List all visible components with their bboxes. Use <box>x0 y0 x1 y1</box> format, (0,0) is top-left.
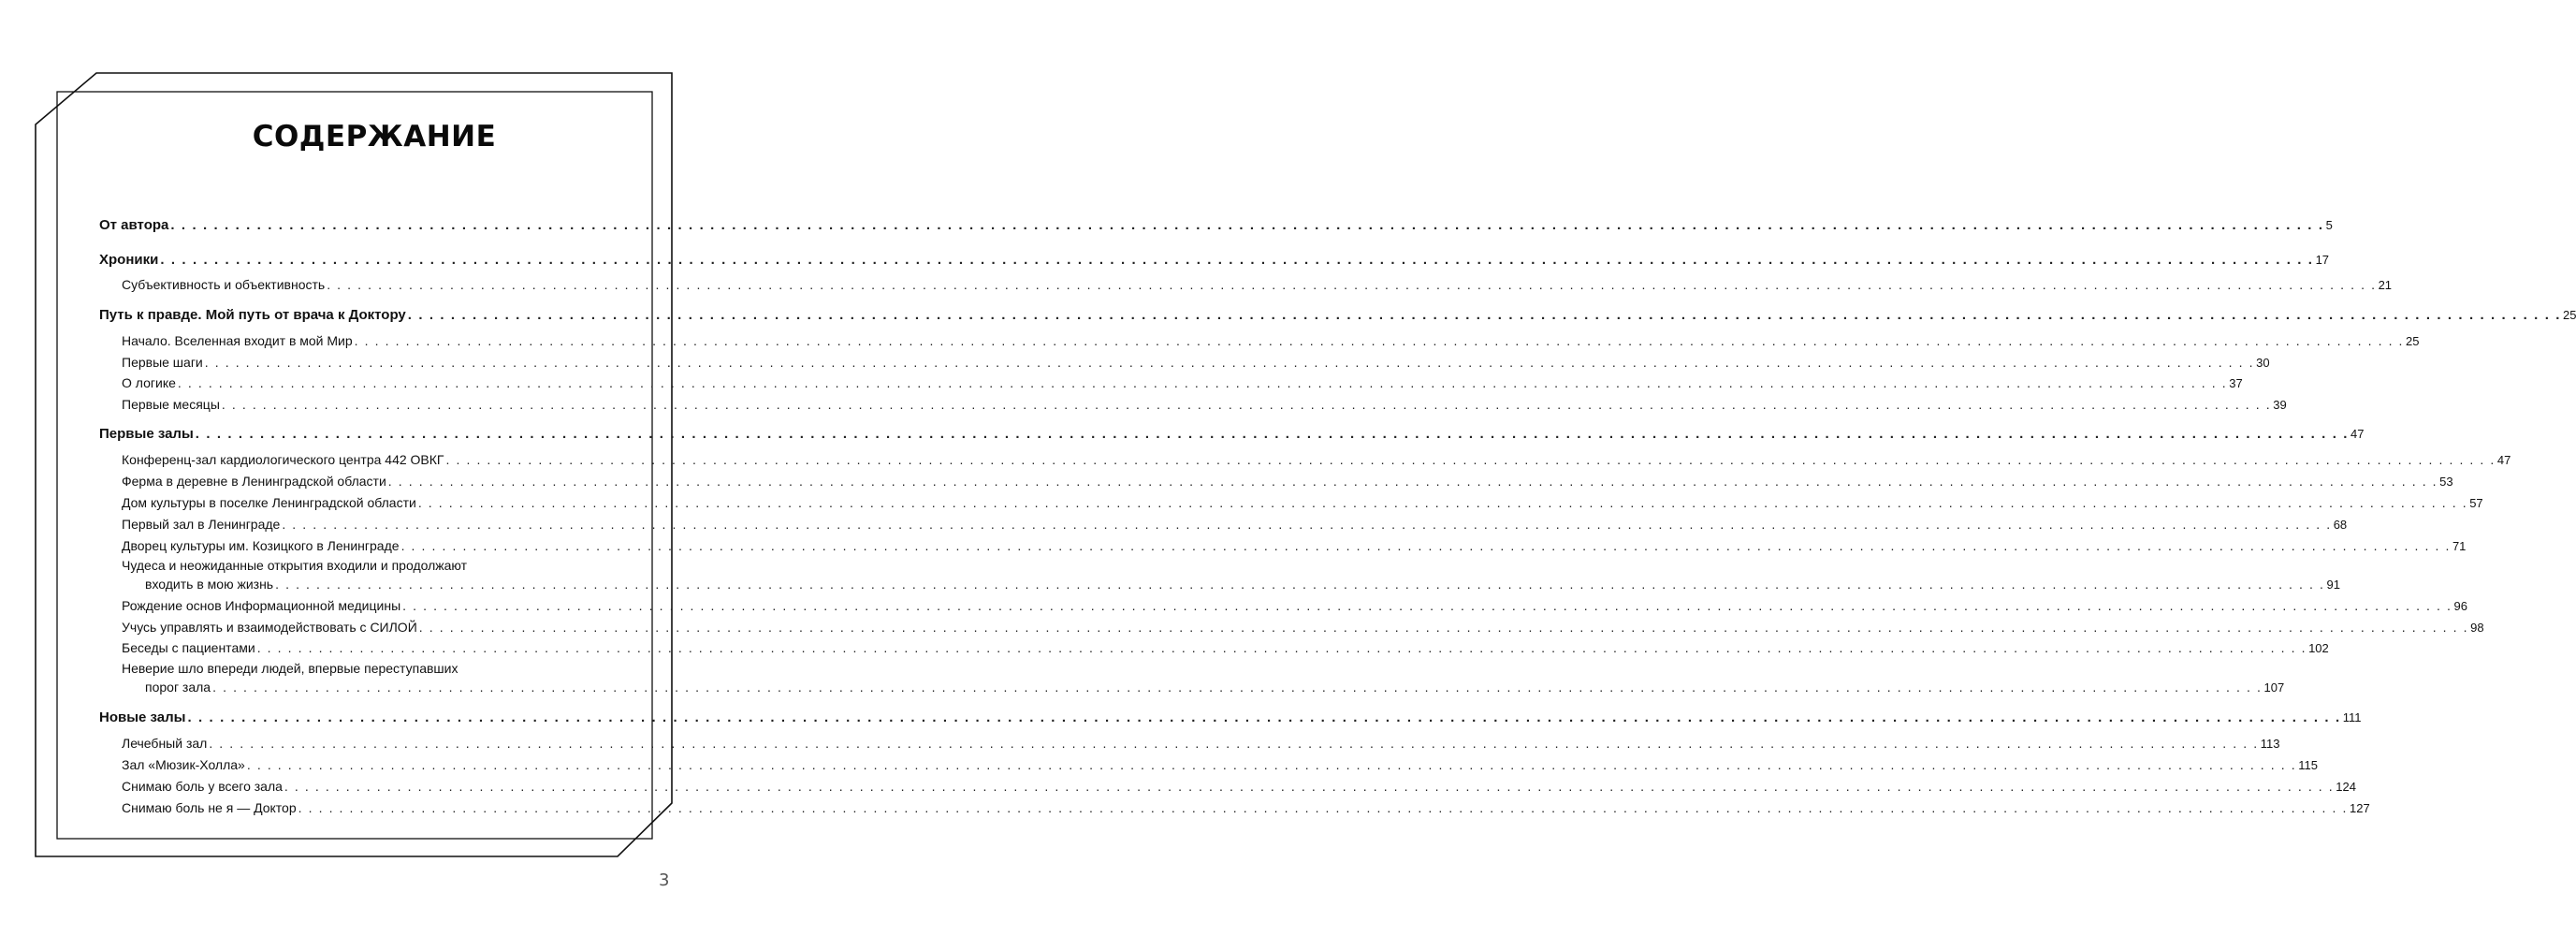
toc-subsection-row[interactable] <box>122 474 2453 489</box>
toc-section-row[interactable] <box>99 709 2362 725</box>
toc-page-number: 107 <box>2263 680 2285 695</box>
toc-entry-title: Первые месяцы <box>122 397 220 412</box>
toc-subsection-row[interactable] <box>122 779 2356 794</box>
toc-page-number: 37 <box>2229 376 2243 390</box>
toc-entry-title: Рождение основ Информационной медицины <box>122 598 401 613</box>
page-title: СОДЕРЖАНИЕ <box>252 120 497 154</box>
toc-subsection-row[interactable] <box>122 397 2287 412</box>
toc-entry-title: Лечебный зал <box>122 736 208 751</box>
toc-page-number: 96 <box>2453 599 2467 613</box>
toc-subsection-row[interactable] <box>145 577 2340 592</box>
toc-entry-title-line1: Неверие шло впереди людей, впервые переступавших <box>122 661 458 676</box>
dot-leader: . . . . . . . . . . . . . . . . . . . . . . . . . . . . . . . . . . . . . . . . . . . . . . . . . . . . . . . . . . . . . . . . . . . . . . . . . . . . . . . . . . . . . . . . . . . . . . . . . . . . . . . . . . . . . . . . . . . . . . . . . . . . . . . . . . . . . . . . . . . . . . . . . . . . . . . . . . . . . . . . . . . . . . . . . . . . . . . . . . . . . . . . . . . . . . . . . . . . . . . . <box>387 474 2438 489</box>
toc-subsection-row[interactable] <box>145 680 2285 695</box>
toc-entry-title: Беседы с пациентами <box>122 640 255 655</box>
toc-entry-title: порог зала <box>145 680 211 695</box>
dot-leader: . . . . . . . . . . . . . . . . . . . . . . . . . . . . . . . . . . . . . . . . . . . . . . . . . . . . . . . . . . . . . . . . . . . . . . . . . . . . . . . . . . . . . . . . . . . . . . . . . . . . . . . . . . . . . . . . . . . . . . . . . . . . . . . . . . . . . . . . . . . . . . . . . . . . . . . . . . . . . . . . . . . . . . . . . . . . . . . . . . . . . . . . . . . . . . . . . . . . . . . . <box>177 375 2228 390</box>
toc-subsection-row[interactable] <box>122 495 2483 510</box>
toc-entry-title: Субъективность и объективность <box>122 277 326 292</box>
toc-subsection-row[interactable] <box>122 355 2270 370</box>
page-number: 3 <box>659 870 670 890</box>
toc-page-number: 57 <box>2469 496 2483 510</box>
toc-subsection-row[interactable] <box>122 375 2243 390</box>
toc-page-number: 25 <box>2563 308 2576 322</box>
toc-entry-title: Снимаю боль не я — Доктор <box>122 800 297 815</box>
toc-entry-title: Дом культуры в поселке Ленинградской области <box>122 495 416 510</box>
toc-page-number: 115 <box>2298 758 2318 772</box>
dot-leader: . . . . . . . . . . . . . . . . . . . . . . . . . . . . . . . . . . . . . . . . . . . . . . . . . . . . . . . . . . . . . . . . . . . . . . . . . . . . . . . . . . . . . . . . . . . . . . . . . . . . . . . . . . . . . . . . . . . . . . . . . . . . . . . . . . . . . . . . . . . . . . . . . . . . . . . . . . . . . . . . . . . . . . . . . . . . . . . . . . . . . . . . . . . . . . . . . . . . . . . . <box>327 277 2377 292</box>
toc-section-row[interactable] <box>99 307 2576 323</box>
toc-page-number: 25 <box>2406 334 2420 348</box>
dot-leader: . . . . . . . . . . . . . . . . . . . . . . . . . . . . . . . . . . . . . . . . . . . . . . . . . . . . . . . . . . . . . . . . . . . . . . . . . . . . . . . . . . . . . . . . . . . . . . . . . . . . . . . . . . . . . . . . . . . . . . . . . . . . . . . . . . . . . . . . . . . . . . . . . . . . . . . . . . . . . . . . . . . . . . . . . . . . . . . . . . . . . . . . . . . . . . . . . . . . . . . . <box>187 709 2341 725</box>
toc-entry-title: О логике <box>122 375 176 390</box>
toc-entry-title: Путь к правде. Мой путь от врача к Доктору <box>99 307 406 323</box>
toc-section-row[interactable] <box>99 252 2330 268</box>
toc-entry-title: От автора <box>99 217 169 233</box>
toc-page-number: 111 <box>2342 710 2362 724</box>
dot-leader: . . . . . . . . . . . . . . . . . . . . . . . . . . . . . . . . . . . . . . . . . . . . . . . . . . . . . . . . . . . . . . . . . . . . . . . . . . . . . . . . . . . . . . . . . . . . . . . . . . . . . . . . . . . . . . . . . . . . . . . . . . . . . . . . . . . . . . . . . . . . . . . . . . . . . . . . . . . . . . . . . . . . . . . . . . . . . . . . . . . . . . . . . . . . . . . . . . . . . . . . <box>354 333 2405 348</box>
toc-page-number: 71 <box>2452 539 2467 553</box>
toc-page-number: 53 <box>2439 475 2453 489</box>
toc-subsection-row[interactable] <box>122 517 2348 532</box>
toc-entry-title: Хроники <box>99 252 159 268</box>
toc-entry-title: Новые залы <box>99 709 186 725</box>
toc-subsection-row[interactable] <box>122 736 2280 751</box>
dot-leader: . . . . . . . . . . . . . . . . . . . . . . . . . . . . . . . . . . . . . . . . . . . . . . . . . . . . . . . . . . . . . . . . . . . . . . . . . . . . . . . . . . . . . . . . . . . . . . . . . . . . . . . . . . . . . . . . . . . . . . . . . . . . . . . . . . . . . . . . . . . . . . . . . . . . . . . . . . . . . . . . . . . . . . . . . . . . . . . . . . . . . . . . . . . . . . . . . . . . . . . . <box>417 495 2468 510</box>
dot-leader: . . . . . . . . . . . . . . . . . . . . . . . . . . . . . . . . . . . . . . . . . . . . . . . . . . . . . . . . . . . . . . . . . . . . . . . . . . . . . . . . . . . . . . . . . . . . . . . . . . . . . . . . . . . . . . . . . . . . . . . . . . . . . . . . . . . . . . . . . . . . . . . . . . . . . . . . . . . . . . . . . . . . . . . . . . . . . . . . . . . . . . . . . . . . . . . . . . . . . . . . <box>407 307 2562 323</box>
dot-leader: . . . . . . . . . . . . . . . . . . . . . . . . . . . . . . . . . . . . . . . . . . . . . . . . . . . . . . . . . . . . . . . . . . . . . . . . . . . . . . . . . . . . . . . . . . . . . . . . . . . . . . . . . . . . . . . . . . . . . . . . . . . . . . . . . . . . . . . . . . . . . . . . . . . . . . . . . . . . . . . . . . . . . . . . . . . . . . . . . . . . . . . . . . . . . . . . . . . . . . . . <box>402 598 2452 613</box>
dot-leader: . . . . . . . . . . . . . . . . . . . . . . . . . . . . . . . . . . . . . . . . . . . . . . . . . . . . . . . . . . . . . . . . . . . . . . . . . . . . . . . . . . . . . . . . . . . . . . . . . . . . . . . . . . . . . . . . . . . . . . . . . . . . . . . . . . . . . . . . . . . . . . . . . . . . . . . . . . . . . . . . . . . . . . . . . . . . . . . . . . . . . . . . . . . . . . . . . . . . . . . . <box>212 680 2263 695</box>
toc-subsection-row[interactable] <box>122 538 2467 553</box>
toc-subsection-row[interactable] <box>122 640 2329 655</box>
toc-page-number: 21 <box>2378 278 2393 292</box>
dot-leader: . . . . . . . . . . . . . . . . . . . . . . . . . . . . . . . . . . . . . . . . . . . . . . . . . . . . . . . . . . . . . . . . . . . . . . . . . . . . . . . . . . . . . . . . . . . . . . . . . . . . . . . . . . . . . . . . . . . . . . . . . . . . . . . . . . . . . . . . . . . . . . . . . . . . . . . . . . . . . . . . . . . . . . . . . . . . . . . . . . . . . . . . . . . . . . . . . . . . . . . . <box>445 452 2496 467</box>
toc-entry-title: Первые шаги <box>122 355 203 370</box>
dot-leader: . . . . . . . . . . . . . . . . . . . . . . . . . . . . . . . . . . . . . . . . . . . . . . . . . . . . . . . . . . . . . . . . . . . . . . . . . . . . . . . . . . . . . . . . . . . . . . . . . . . . . . . . . . . . . . . . . . . . . . . . . . . . . . . . . . . . . . . . . . . . . . . . . . . . . . . . . . . . . . . . . . . . . . . . . . . . . . . . . . . . . . . . . . . . . . . . . . . . . . . . <box>418 620 2469 635</box>
toc-page-number: 39 <box>2273 398 2287 412</box>
toc-entry-title: Зал «Мюзик-Холла» <box>122 757 245 772</box>
toc-subsection-row[interactable] <box>122 277 2393 292</box>
toc-entry-title: Дворец культуры им. Козицкого в Ленинграде <box>122 538 400 553</box>
toc-page-number: 98 <box>2470 621 2484 635</box>
dot-leader: . . . . . . . . . . . . . . . . . . . . . . . . . . . . . . . . . . . . . . . . . . . . . . . . . . . . . . . . . . . . . . . . . . . . . . . . . . . . . . . . . . . . . . . . . . . . . . . . . . . . . . . . . . . . . . . . . . . . . . . . . . . . . . . . . . . . . . . . . . . . . . . . . . . . . . . . . . . . . . . . . . . . . . . . . . . . . . . . . . . . . . . . . . . . . . . . . . . . . . . . <box>256 640 2307 655</box>
dot-leader: . . . . . . . . . . . . . . . . . . . . . . . . . . . . . . . . . . . . . . . . . . . . . . . . . . . . . . . . . . . . . . . . . . . . . . . . . . . . . . . . . . . . . . . . . . . . . . . . . . . . . . . . . . . . . . . . . . . . . . . . . . . . . . . . . . . . . . . . . . . . . . . . . . . . . . . . . . . . . . . . . . . . . . . . . . . . . . . . . . . . . . . . . . . . . . . . . . . . . . . . <box>282 517 2332 532</box>
toc-page-number: 102 <box>2308 641 2329 655</box>
dot-leader: . . . . . . . . . . . . . . . . . . . . . . . . . . . . . . . . . . . . . . . . . . . . . . . . . . . . . . . . . . . . . . . . . . . . . . . . . . . . . . . . . . . . . . . . . . . . . . . . . . . . . . . . . . . . . . . . . . . . . . . . . . . . . . . . . . . . . . . . . . . . . . . . . . . . . . . . . . . . . . . . . . . . . . . . . . . . . . . . . . . . . . . . . . . . . . . . . . . . . . . . <box>204 355 2255 370</box>
toc-page-number: 127 <box>2350 801 2370 815</box>
toc-page-number: 5 <box>2325 218 2333 232</box>
toc-entry-title-line1: Чудеса и неожиданные открытия входили и продолжают <box>122 558 468 573</box>
toc-entry-title: Ферма в деревне в Ленинградской области <box>122 474 386 489</box>
toc-entry-title: Первый зал в Ленинграде <box>122 517 281 532</box>
dot-leader: . . . . . . . . . . . . . . . . . . . . . . . . . . . . . . . . . . . . . . . . . . . . . . . . . . . . . . . . . . . . . . . . . . . . . . . . . . . . . . . . . . . . . . . . . . . . . . . . . . . . . . . . . . . . . . . . . . . . . . . . . . . . . . . . . . . . . . . . . . . . . . . . . . . . . . . . . . . . . . . . . . . . . . . . . . . . . . . . . . . . . . . . . . . . . . . . . . . . . . . . <box>275 577 2325 592</box>
toc-page-number: 91 <box>2326 578 2340 592</box>
dot-leader: . . . . . . . . . . . . . . . . . . . . . . . . . . . . . . . . . . . . . . . . . . . . . . . . . . . . . . . . . . . . . . . . . . . . . . . . . . . . . . . . . . . . . . . . . . . . . . . . . . . . . . . . . . . . . . . . . . . . . . . . . . . . . . . . . . . . . . . . . . . . . . . . . . . . . . . . . . . . . . . . . . . . . . . . . . . . . . . . . . . . . . . . . . . . . . . . . . . . . . . . <box>221 397 2272 412</box>
dot-leader: . . . . . . . . . . . . . . . . . . . . . . . . . . . . . . . . . . . . . . . . . . . . . . . . . . . . . . . . . . . . . . . . . . . . . . . . . . . . . . . . . . . . . . . . . . . . . . . . . . . . . . . . . . . . . . . . . . . . . . . . . . . . . . . . . . . . . . . . . . . . . . . . . . . . . . . . . . . . . . . . . . . . . . . . . . . . . . . . . . . . . . . . . . . . . . . . . . . . . . . . <box>209 736 2259 751</box>
toc-subsection-row[interactable] <box>122 620 2484 635</box>
toc-entry-title: Снимаю боль у всего зала <box>122 779 283 794</box>
toc-subsection-row[interactable] <box>122 800 2370 815</box>
toc-page-number: 47 <box>2496 453 2511 467</box>
toc-entry-title: Первые залы <box>99 426 194 442</box>
toc-entry-title: Учусь управлять и взаимодействовать с СИЛОЙ <box>122 620 417 635</box>
toc-page-number: 68 <box>2333 518 2348 532</box>
toc-page-number: 30 <box>2256 356 2270 370</box>
toc-page-number: 17 <box>2315 253 2330 267</box>
dot-leader: . . . . . . . . . . . . . . . . . . . . . . . . . . . . . . . . . . . . . . . . . . . . . . . . . . . . . . . . . . . . . . . . . . . . . . . . . . . . . . . . . . . . . . . . . . . . . . . . . . . . . . . . . . . . . . . . . . . . . . . . . . . . . . . . . . . . . . . . . . . . . . . . . . . . . . . . . . . . . . . . . . . . . . . . . . . . . . . . . . . . . . . . . . . . . . . . . . . . . . . . <box>195 426 2350 442</box>
toc-entry-title: Конференц-зал кардиологического центра 442 ОВКГ <box>122 452 444 467</box>
toc-subsection-row[interactable] <box>122 598 2467 613</box>
dot-leader: . . . . . . . . . . . . . . . . . . . . . . . . . . . . . . . . . . . . . . . . . . . . . . . . . . . . . . . . . . . . . . . . . . . . . . . . . . . . . . . . . . . . . . . . . . . . . . . . . . . . . . . . . . . . . . . . . . . . . . . . . . . . . . . . . . . . . . . . . . . . . . . . . . . . . . . . . . . . . . . . . . . . . . . . . . . . . . . . . . . . . . . . . . . . . . . . . . . . . . . . <box>284 779 2335 794</box>
toc-section-row[interactable] <box>99 426 2365 442</box>
toc-entry-title: Начало. Вселенная входит в мой Мир <box>122 333 353 348</box>
toc-subsection-row[interactable] <box>122 452 2511 467</box>
dot-leader: . . . . . . . . . . . . . . . . . . . . . . . . . . . . . . . . . . . . . . . . . . . . . . . . . . . . . . . . . . . . . . . . . . . . . . . . . . . . . . . . . . . . . . . . . . . . . . . . . . . . . . . . . . . . . . . . . . . . . . . . . . . . . . . . . . . . . . . . . . . . . . . . . . . . . . . . . . . . . . . . . . . . . . . . . . . . . . . . . . . . . . . . . . . . . . . . . . . . . . . . <box>160 252 2314 268</box>
toc-page-number: 113 <box>2260 737 2280 751</box>
dot-leader: . . . . . . . . . . . . . . . . . . . . . . . . . . . . . . . . . . . . . . . . . . . . . . . . . . . . . . . . . . . . . . . . . . . . . . . . . . . . . . . . . . . . . . . . . . . . . . . . . . . . . . . . . . . . . . . . . . . . . . . . . . . . . . . . . . . . . . . . . . . . . . . . . . . . . . . . . . . . . . . . . . . . . . . . . . . . . . . . . . . . . . . . . . . . . . . . . . . . . . . . <box>298 800 2348 815</box>
toc-page-number: 47 <box>2350 427 2365 441</box>
dot-leader: . . . . . . . . . . . . . . . . . . . . . . . . . . . . . . . . . . . . . . . . . . . . . . . . . . . . . . . . . . . . . . . . . . . . . . . . . . . . . . . . . . . . . . . . . . . . . . . . . . . . . . . . . . . . . . . . . . . . . . . . . . . . . . . . . . . . . . . . . . . . . . . . . . . . . . . . . . . . . . . . . . . . . . . . . . . . . . . . . . . . . . . . . . . . . . . . . . . . . . . . <box>246 757 2297 772</box>
toc-page-number: 124 <box>2336 780 2356 794</box>
dot-leader: . . . . . . . . . . . . . . . . . . . . . . . . . . . . . . . . . . . . . . . . . . . . . . . . . . . . . . . . . . . . . . . . . . . . . . . . . . . . . . . . . . . . . . . . . . . . . . . . . . . . . . . . . . . . . . . . . . . . . . . . . . . . . . . . . . . . . . . . . . . . . . . . . . . . . . . . . . . . . . . . . . . . . . . . . . . . . . . . . . . . . . . . . . . . . . . . . . . . . . . . <box>400 538 2451 553</box>
toc-subsection-row[interactable] <box>122 757 2318 772</box>
dot-leader: . . . . . . . . . . . . . . . . . . . . . . . . . . . . . . . . . . . . . . . . . . . . . . . . . . . . . . . . . . . . . . . . . . . . . . . . . . . . . . . . . . . . . . . . . . . . . . . . . . . . . . . . . . . . . . . . . . . . . . . . . . . . . . . . . . . . . . . . . . . . . . . . . . . . . . . . . . . . . . . . . . . . . . . . . . . . . . . . . . . . . . . . . . . . . . . . . . . . . . . . <box>170 217 2324 233</box>
toc-section-row[interactable] <box>99 217 2333 233</box>
toc-subsection-row[interactable] <box>122 333 2420 348</box>
toc-entry-title: входить в мою жизнь <box>145 577 274 592</box>
